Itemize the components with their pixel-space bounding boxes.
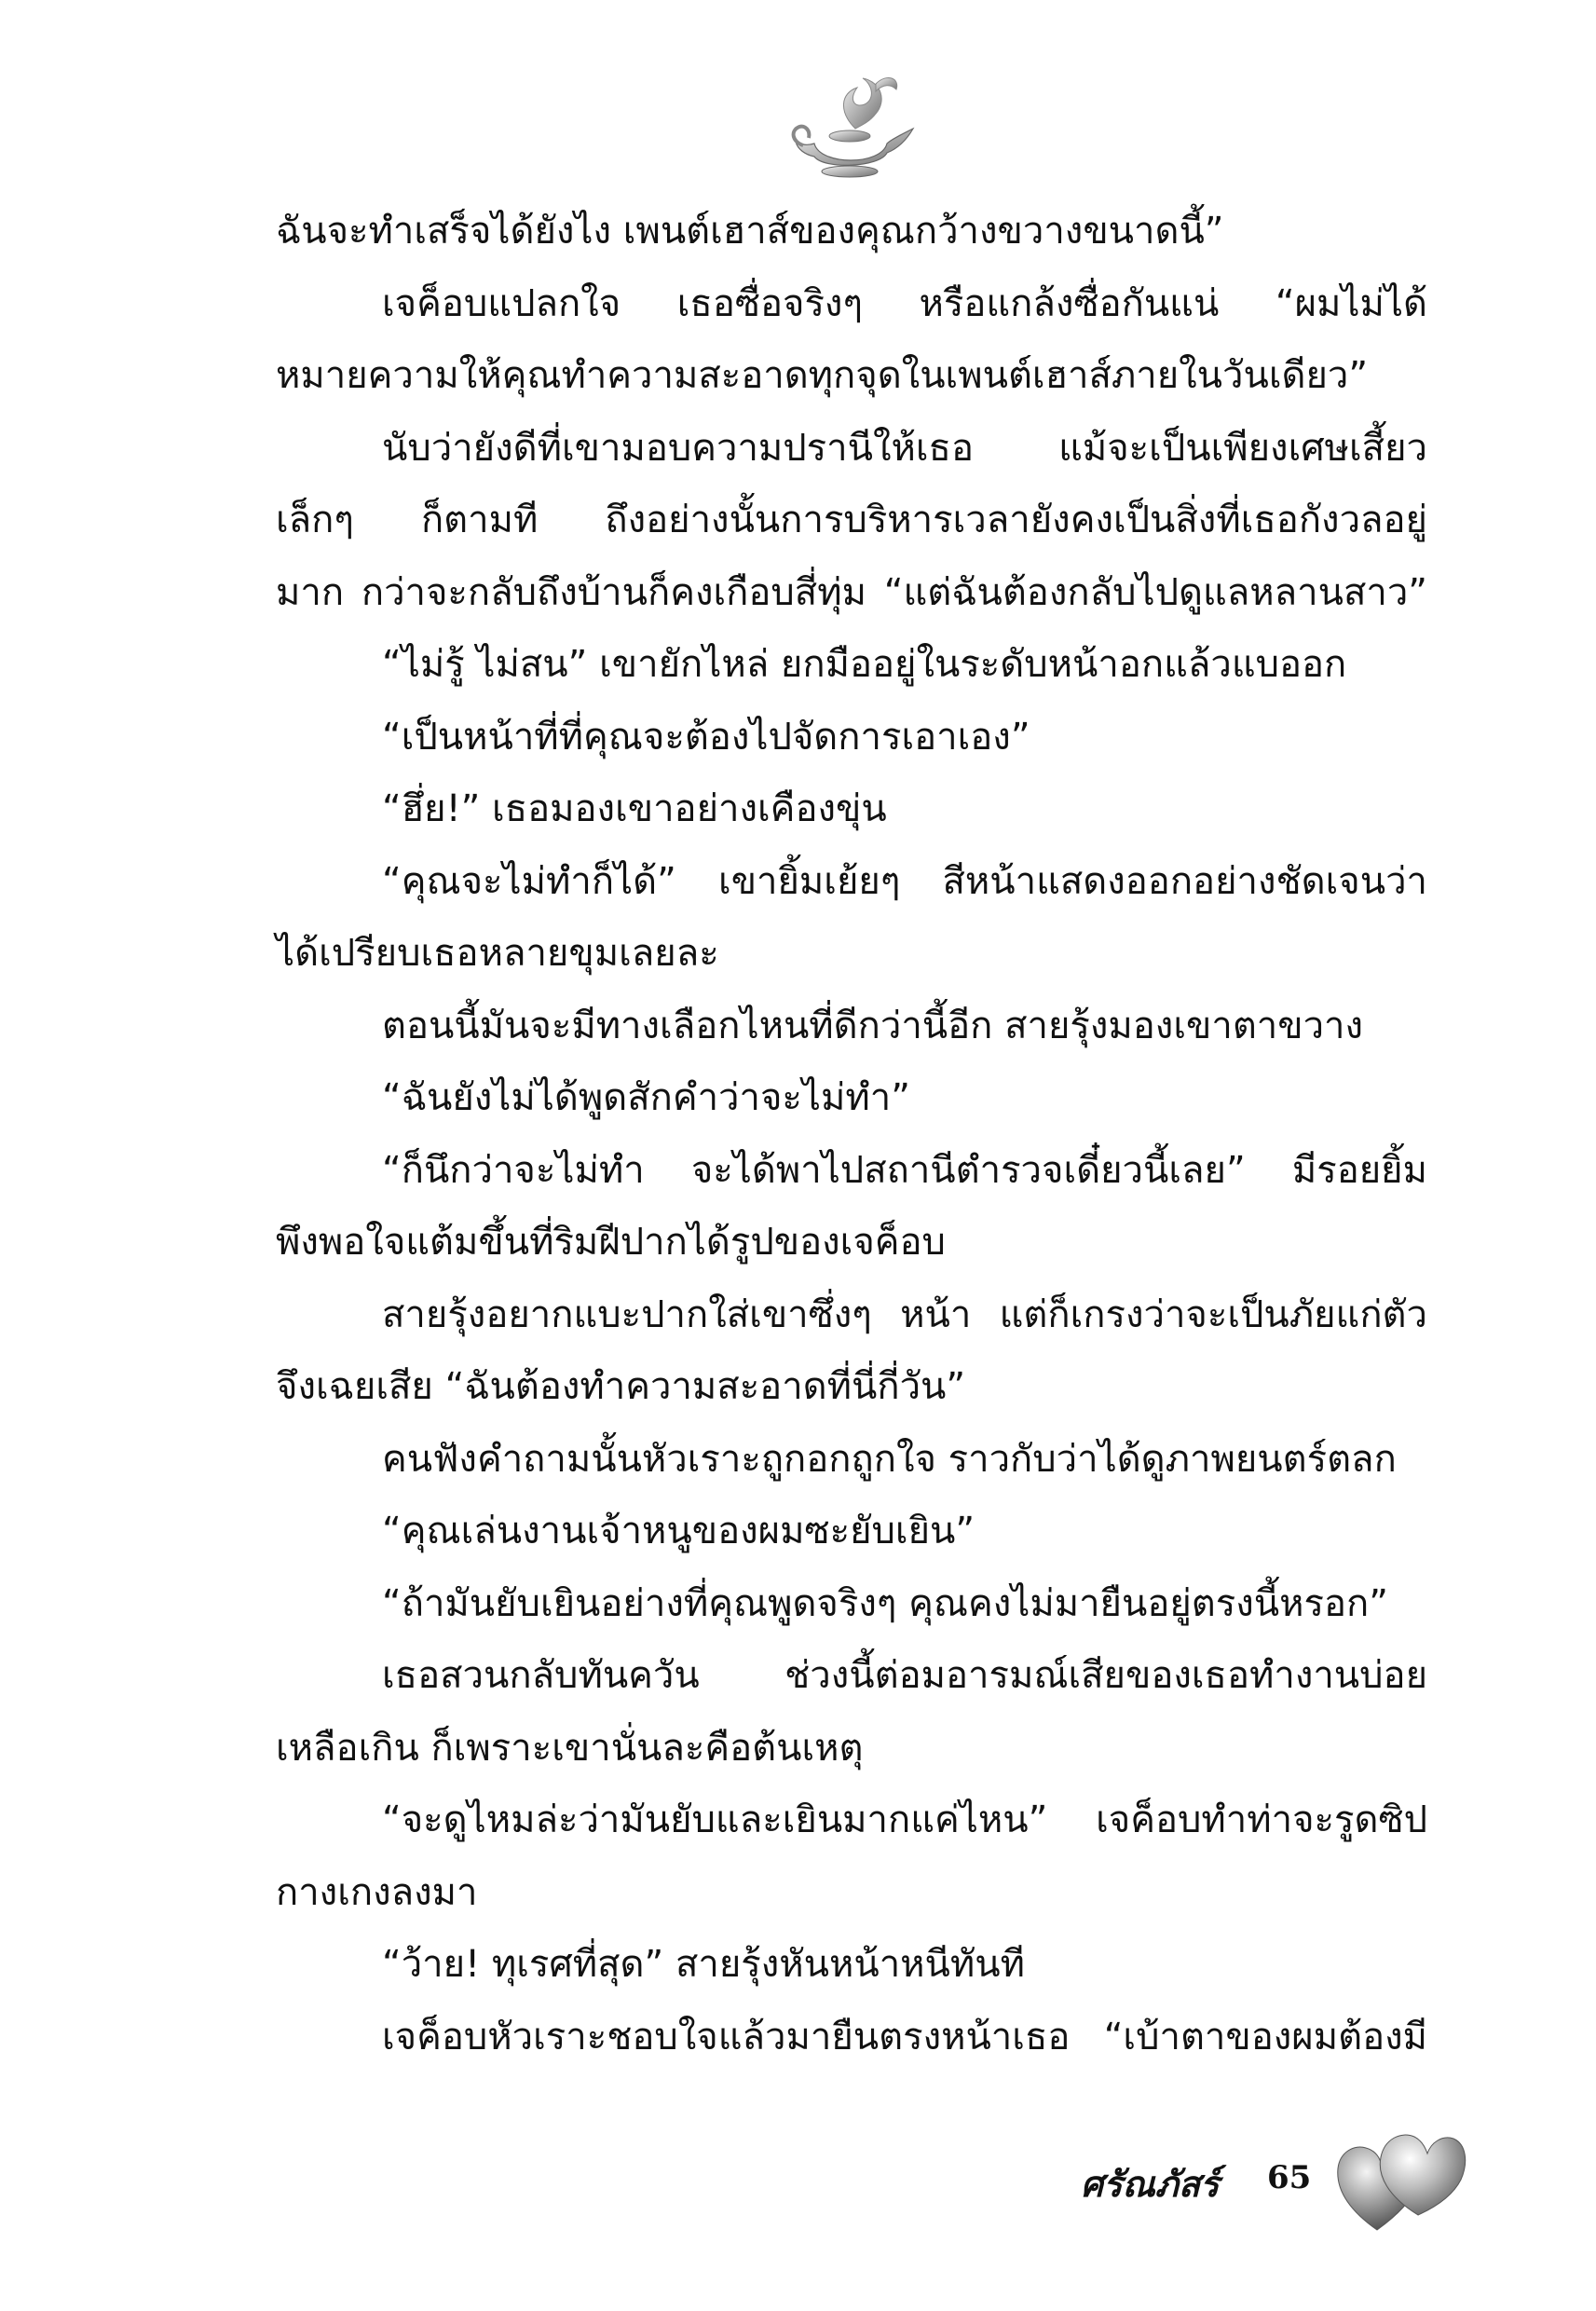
text-line: จึงเฉยเสีย “ฉันต้องทำความสะอาดที่นี่กี่วัน” (276, 1365, 966, 1408)
text-line: นับว่ายังดีที่เขามอบความปรานีให้เธอ แม้จะเป็นเพียงเศษเสี้ยว (382, 426, 1427, 470)
text-line: เหลือเกิน ก็เพราะเขานั่นละคือต้นเหตุ (276, 1726, 864, 1770)
text-line: คนฟังคำถามนั้นหัวเราะถูกอกถูกใจ ราวกับว่าได้ดูภาพยนตร์ตลก (382, 1437, 1397, 1481)
text-line: เจค็อบแปลกใจ เธอซื่อจริงๆ หรือแกล้งซื่อกันแน่ “ผมไม่ได้ (382, 281, 1427, 325)
hearts-icon (1332, 2111, 1467, 2241)
text-line: มาก กว่าจะกลับถึงบ้านก็คงเกือบสี่ทุ่ม “แต่ฉันต้องกลับไปดูแลหลานสาว” (276, 570, 1427, 614)
text-line: “จะดูไหมล่ะว่ามันยับและเยินมากแค่ไหน” เจค็อบทำท่าจะรูดซิป (382, 1798, 1427, 1841)
text-line: เล็กๆ ก็ตามที ถึงอย่างนั้นการบริหารเวลายังคงเป็นสิ่งที่เธอกังวลอยู่ (276, 499, 1427, 541)
text-line: “ว้าย! ทุเรศที่สุด” สายรุ้งหันหน้าหนีทันที (382, 1943, 1025, 1986)
text-line: “เป็นหน้าที่ที่คุณจะต้องไปจัดการเอาเอง” (382, 715, 1030, 759)
text-line: สายรุ้งอยากแบะปากใส่เขาซึ่งๆ หน้า แต่ก็เกรงว่าจะเป็นภัยแก่ตัว (382, 1292, 1427, 1336)
text-line: พึงพอใจแต้มขึ้นที่ริมฝีปากได้รูปของเจค็อบ (276, 1221, 946, 1264)
footer-author: ศรัณภัสร์ (1081, 2163, 1220, 2205)
text-line: เธอสวนกลับทันควัน ช่วงนี้ต่อมอารมณ์เสียของเธอทำงานบ่อย (382, 1654, 1427, 1697)
page-number: 65 (1267, 2159, 1312, 2196)
text-line: “คุณจะไม่ทำก็ได้” เขายิ้มเย้ยๆ สีหน้าแสดงออกอย่างชัดเจนว่า (382, 859, 1427, 903)
body-text (276, 196, 1427, 2073)
text-line: “ไม่รู้ ไม่สน” เขายักไหล่ ยกมืออยู่ในระดับหน้าอกแล้วแบออก (382, 643, 1347, 686)
text-line: กางเกงลงมา (276, 1870, 478, 1914)
text-line: ฉันจะทำเสร็จได้ยังไง เพนต์เฮาส์ของคุณกว้างขวางขนาดนี้” (276, 210, 1224, 253)
magic-lamp-icon (783, 56, 922, 196)
text-line: หมายความให้คุณทำความสะอาดทุกจุดในเพนต์เฮาส์ภายในวันเดียว” (276, 354, 1369, 397)
text-line: ตอนนี้มันจะมีทางเลือกไหนที่ดีกว่านี้อีก สายรุ้งมองเขาตาขวาง (382, 1004, 1364, 1047)
text-line: “ถ้ามันยับเยินอย่างที่คุณพูดจริงๆ คุณคงไม่มายืนอยู่ตรงนี้หรอก” (382, 1581, 1388, 1625)
text-line: “ก็นึกว่าจะไม่ทำ จะได้พาไปสถานีตำรวจเดี๋ยวนี้เลย” มีรอยยิ้ม (382, 1148, 1427, 1192)
text-line: “คุณเล่นงานเจ้าหนูของผมซะยับเยิน” (382, 1510, 975, 1552)
text-line: “ฮึ่ย!” เธอมองเขาอย่างเคืองขุ่น (382, 787, 887, 830)
text-line: เจค็อบหัวเราะชอบใจแล้วมายืนตรงหน้าเธอ “เบ้าตาของผมต้องมี (382, 2015, 1427, 2058)
text-line: ได้เปรียบเธอหลายขุมเลยละ (276, 932, 719, 975)
text-line: “ฉันยังไม่ได้พูดสักคำว่าจะไม่ทำ” (382, 1076, 910, 1119)
page-footer (1053, 2111, 1472, 2250)
